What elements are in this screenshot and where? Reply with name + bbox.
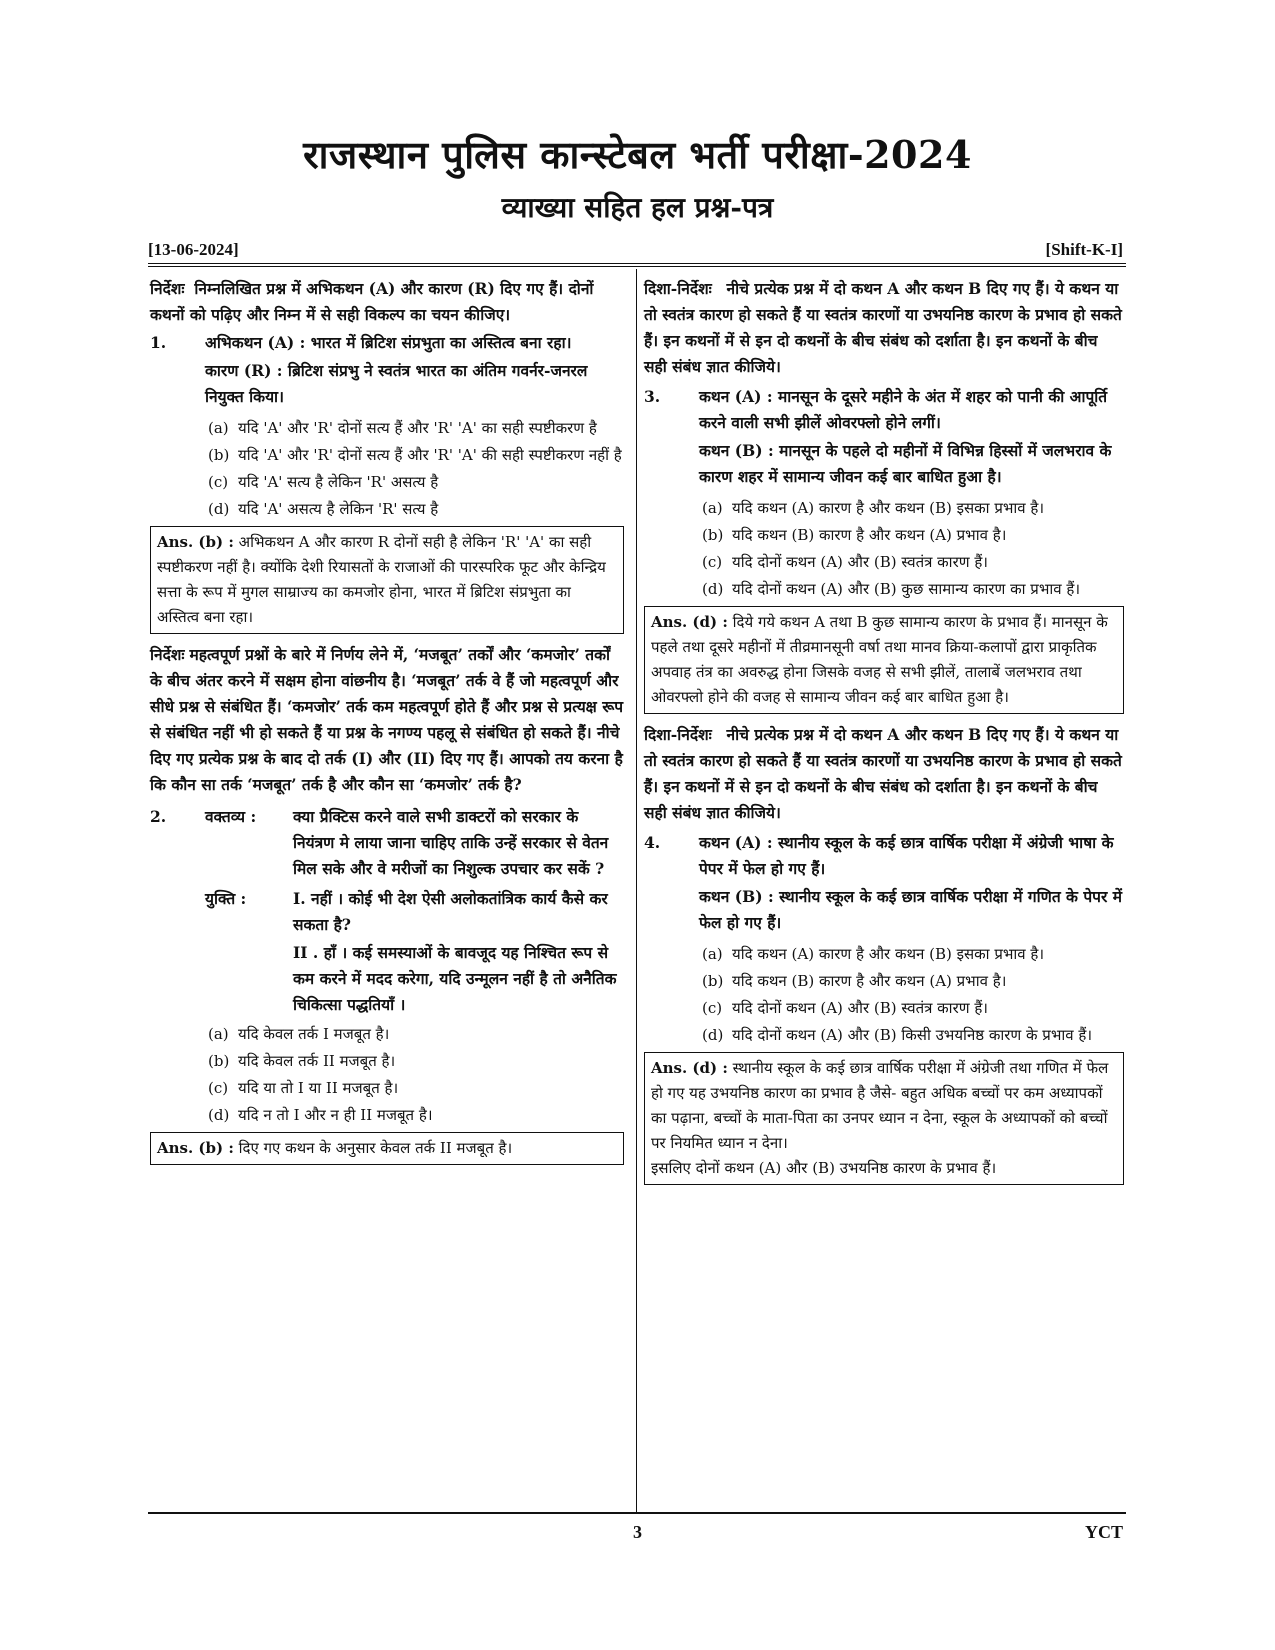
direction-2	[150, 642, 624, 798]
direction-text: नीचे प्रत्येक प्रश्न में दो कथन A और कथन B दिए गए हैं। ये कथन या तो स्वतंत्र कारण हो सकते हैं या स्वतंत्र कारणों या उभयनिष्ठ कारण के प्रभाव हो सकते हैं। इन कथनों में से इन दो कथनों के बीच संबंध को दर्शाता है। इन कथनों के बीच सही संबंध ज्ञात कीजिये।	[644, 725, 1122, 822]
direction-label: दिशा-निर्देशः	[644, 725, 712, 744]
question-number: 1.	[150, 333, 167, 352]
left-column	[150, 276, 624, 1173]
argument-1: I. नहीं । कोई भी देश ऐसी अलोकतांत्रिक कार्य कैसे कर सकता है?	[293, 889, 608, 934]
option-item: (d) यदि 'A' असत्य है लेकिन 'R' सत्य है	[208, 500, 439, 518]
direction-3	[644, 276, 1124, 380]
question-number: 2.	[150, 807, 167, 826]
option-item: (a) यदि केवल तर्क I मजबूत है।	[208, 1025, 390, 1043]
statement-b: कथन (B) : मानसून के पहले दो महीनों में विभिन्न हिस्सों में जलभराव के कारण शहर में सामान्य जीवन कई बार बाधित हुआ है।	[699, 441, 1112, 486]
exam-shift: [Shift-K-I]	[1045, 240, 1123, 259]
option-item: (d) यदि दोनों कथन (A) और (B) कुछ सामान्य कारण का प्रभाव हैं।	[702, 580, 1081, 598]
option-item: (a) यदि कथन (A) कारण है और कथन (B) इसका प्रभाव है।	[702, 945, 1045, 963]
option-item: (b) यदि कथन (B) कारण है और कथन (A) प्रभाव है।	[702, 972, 1007, 990]
answer-text: दिये गये कथन A तथा B कुछ सामान्य कारण के प्रभाव हैं। मानसून के पहले तथा दूसरे महीनों में तीव्रमानसूनी वर्षा तथा मानव क्रिया-कलापों द्वारा प्राकृतिक अपवाह तंत्र का अवरुद्ध होना जिसके वजह से सभी झीलें, तालाबें जलभराव तथा ओवरफ्लो होने की वजह से सामान्य जीवन कई बार बाधित हुआ है।	[651, 613, 1108, 706]
option-item: (c) यदि 'A' सत्य है लेकिन 'R' असत्य है	[208, 473, 439, 491]
option-item: (c) यदि दोनों कथन (A) और (B) स्वतंत्र कारण हैं।	[702, 999, 988, 1017]
answer-text: दिए गए कथन के अनुसार केवल तर्क II मजबूत है।	[238, 1139, 513, 1157]
question-1	[150, 330, 624, 412]
direction-text: नीचे प्रत्येक प्रश्न में दो कथन A और कथन B दिए गए हैं। ये कथन या तो स्वतंत्र कारण हो सकते हैं या स्वतंत्र कारणों या उभयनिष्ठ कारण के प्रभाव हो सकते हैं। इन कथनों में से इन दो कथनों के बीच संबंध को दर्शाता है। इन कथनों के बीच सही संबंध ज्ञात कीजिये।	[644, 279, 1122, 376]
option-item: (d) यदि दोनों कथन (A) और (B) किसी उभयनिष्ठ कारण के प्रभाव हैं।	[702, 1026, 1093, 1044]
argument-label: युक्ति :	[205, 889, 247, 908]
answer-text: अभिकथन A और कारण R दोनों सही है लेकिन 'R' 'A' का सही स्पष्टीकरण नहीं है। क्योंकि देशी रियासतों के राजाओं की पारस्परिक फूट और केन्द्रिय सत्ता के रूप में मुगल साम्राज्य का कमजोर होना, भारत में ब्रिटिश संप्रभुता का अस्तित्व बना रहा।	[157, 533, 606, 626]
direction-1	[150, 276, 624, 328]
option-item: (b) यदि केवल तर्क II मजबूत है।	[208, 1052, 396, 1070]
answer-conclusion: इसलिए दोनों कथन (A) और (B) उभयनिष्ठ कारण के प्रभाव हैं।	[651, 1159, 997, 1177]
statement-a: कथन (A) : मानसून के दूसरे महीने के अंत में शहर को पानी की आपूर्ति करने वाली सभी झीलें ओवरफ्लो होने लगीं।	[699, 387, 1108, 432]
direction-4	[644, 722, 1124, 826]
direction-label: निर्देशः	[150, 645, 185, 664]
question-number: 4.	[644, 833, 661, 852]
answer-label: Ans. (b) :	[157, 533, 234, 551]
option-item: (a) यदि कथन (A) कारण है और कथन (B) इसका प्रभाव है।	[702, 499, 1045, 517]
answer-label: Ans. (d) :	[651, 1059, 728, 1077]
option-item: (c) यदि दोनों कथन (A) और (B) स्वतंत्र कारण हैं।	[702, 553, 988, 571]
direction-text: निम्नलिखित प्रश्न में अभिकथन (A) और कारण (R) दिए गए हैं। दोनों कथनों को पढ़िए और निम्न में से सही विकल्प का चयन कीजिए।	[150, 279, 594, 324]
right-column	[644, 276, 1124, 1193]
column-divider	[636, 269, 637, 1512]
direction-label: दिशा-निर्देशः	[644, 279, 712, 298]
answer-label: Ans. (d) :	[651, 613, 728, 631]
statement-text: क्या प्रैक्टिस करने वाले सभी डाक्टरों को सरकार के नियंत्रण मे लाया जाना चाहिए ताकि उन्हें सरकार से वेतन मिल सके और वे मरीजों का निशुल्क उपचार कर सकें ?	[293, 807, 609, 878]
options-q3	[702, 496, 1124, 602]
option-item: (a) यदि 'A' और 'R' दोनों सत्य हैं और 'R' 'A' का सही स्पष्टीकरण है	[208, 419, 597, 437]
answer-box-q1	[150, 526, 624, 634]
options-q1	[208, 416, 624, 522]
header-rule	[148, 263, 1126, 267]
direction-label: निर्देशः	[150, 279, 185, 298]
answer-box-q4	[644, 1052, 1124, 1185]
statement-b: कथन (B) : स्थानीय स्कूल के कई छात्र वार्षिक परीक्षा में गणित के पेपर में फेल हो गए हैं।	[699, 887, 1122, 932]
option-item: (c) यदि या तो I या II मजबूत है।	[208, 1079, 399, 1097]
page-title: राजस्थान पुलिस कान्स्टेबल भर्ती परीक्षा-2024	[303, 132, 972, 177]
argument-2: II . हाँ । कई समस्याओं के बावजूद यह निश्चित रूप से कम करने में मदद करेगा, यदि उन्मूलन नहीं है तो अनैतिक चिकित्सा पद्धतियाँ ।	[293, 943, 617, 1014]
publisher-brand: YCT	[1084, 1522, 1123, 1542]
options-q4	[702, 942, 1124, 1048]
answer-box-q2	[150, 1132, 624, 1165]
assertion-text: अभिकथन (A) : भारत में ब्रिटिश संप्रभुता का अस्तित्व बना रहा।	[205, 333, 572, 352]
answer-text: स्थानीय स्कूल के कई छात्र वार्षिक परीक्षा में अंग्रेजी तथा गणित में फेल हो गए यह उभयनिष्ठ कारण का प्रभाव है जैसे- बहुत अधिक बच्चों पर कम अध्यापकों का पढ़ाना, बच्चों के माता-पिता का उनपर ध्यान न देना, स्कूल के अध्यापकों को बच्चों पर नियमित ध्यान न देना।	[651, 1059, 1109, 1152]
question-4	[644, 830, 1124, 938]
exam-date: [13-06-2024]	[148, 240, 239, 259]
option-item: (b) यदि कथन (B) कारण है और कथन (A) प्रभाव है।	[702, 526, 1007, 544]
answer-label: Ans. (b) :	[157, 1139, 234, 1157]
question-3	[644, 384, 1124, 492]
option-item: (b) यदि 'A' और 'R' दोनों सत्य हैं और 'R' 'A' की सही स्पष्टीकरण नहीं है	[208, 446, 622, 464]
page-subtitle: व्याख्या सहित हल प्रश्न-पत्र	[501, 191, 774, 224]
footer-rule	[148, 1512, 1126, 1514]
question-number: 3.	[644, 387, 661, 406]
reason-text: कारण (R) : ब्रिटिश संप्रभु ने स्वतंत्र भारत का अंतिम गवर्नर-जनरल नियुक्त किया।	[205, 361, 588, 406]
page-number: 3	[633, 1522, 642, 1542]
statement-label: वक्तव्य :	[205, 807, 257, 826]
statement-a: कथन (A) : स्थानीय स्कूल के कई छात्र वार्षिक परीक्षा में अंग्रेजी भाषा के पेपर में फेल हो गए हैं।	[699, 833, 1114, 878]
question-2	[150, 804, 624, 1018]
answer-box-q3	[644, 606, 1124, 714]
options-q2	[208, 1022, 624, 1128]
option-item: (d) यदि न तो I और न ही II मजबूत है।	[208, 1106, 433, 1124]
direction-text: महत्वपूर्ण प्रश्नों के बारे में निर्णय लेने में, ‘मजबूत’ तर्कों और ‘कमजोर’ तर्कों के बीच अंतर करने में सक्षम होना वांछनीय है। ‘मजबूत’ तर्क वे हैं जो महत्वपूर्ण और सीधे प्रश्न से संबंधित हैं। ‘कमजोर’ तर्क कम महत्वपूर्ण होते हैं और प्रश्न से प्रत्यक्ष रूप से संबंधित नहीं भी हो सकते हैं या प्रश्न के नगण्य पहलू से संबंधित हो सकते हैं। नीचे दिए गए प्रत्येक प्रश्न के बाद दो तर्क (I) और (II) दिए गए हैं। आपको तय करना है कि कौन सा तर्क ‘मजबूत’ तर्क है और कौन सा ‘कमजोर’ तर्क है?	[150, 645, 624, 794]
